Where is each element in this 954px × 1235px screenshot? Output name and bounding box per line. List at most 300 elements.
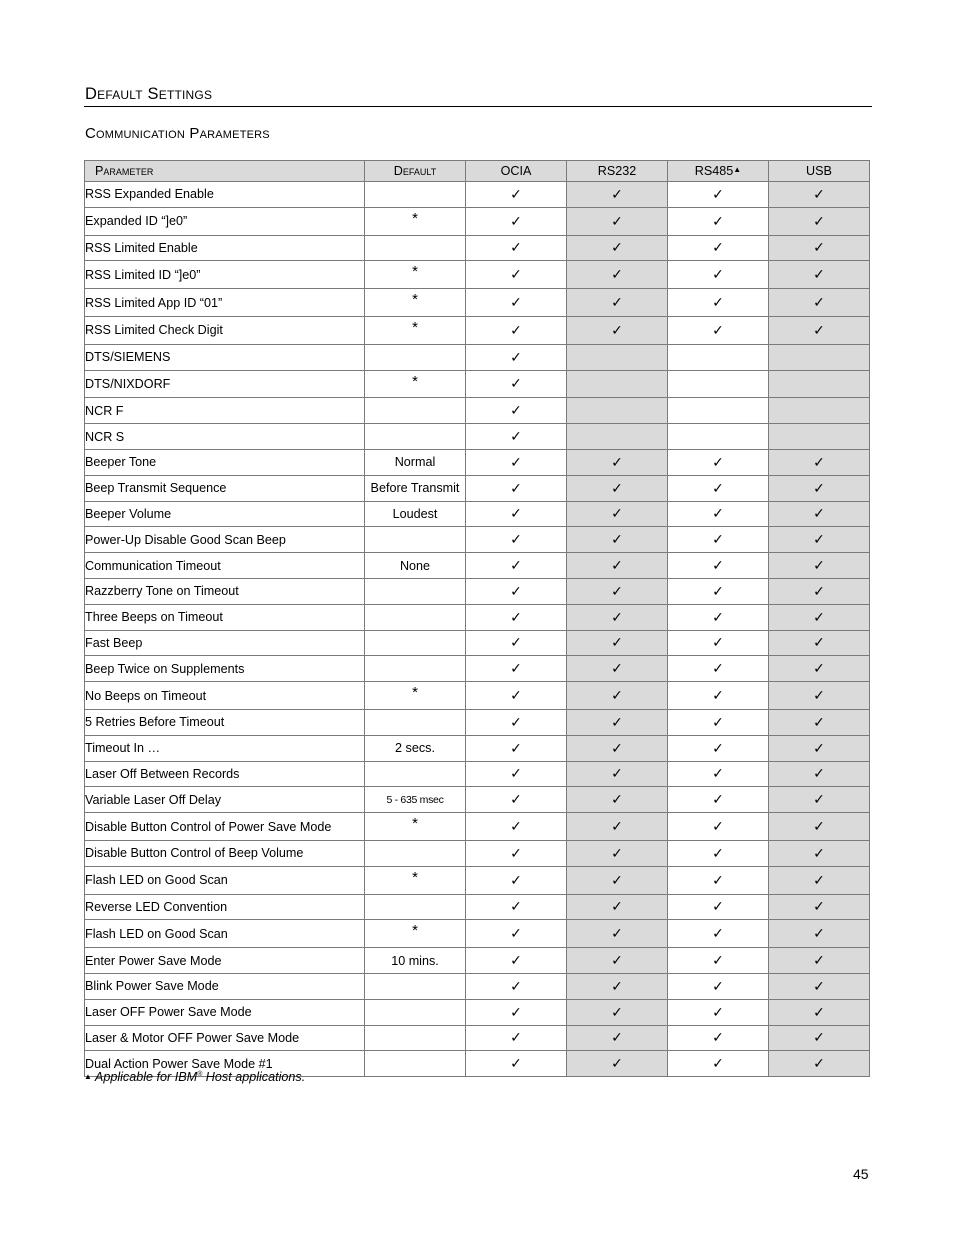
checkmark-icon: ✓ [813,1029,825,1046]
checkmark-icon: ✓ [510,608,522,625]
parameter-cell: Laser Off Between Records [85,761,365,787]
rs485-cell [668,316,769,344]
usb-cell [769,235,870,261]
checkmark-icon: ✓ [510,428,522,445]
checkmark-icon: ✓ [510,871,522,888]
checkmark-icon: ✓ [611,557,623,574]
ocia-cell [466,787,567,813]
table-row [85,235,870,261]
triangle-icon: ▲ [733,165,742,174]
rs232-cell [567,182,668,208]
table-row [85,761,870,787]
rs232-cell [567,370,668,398]
checkmark-icon: ✓ [611,952,623,968]
checkmark-icon: ✓ [611,898,623,915]
rs232-cell [567,398,668,424]
default-cell [365,761,466,787]
table-row [85,553,870,579]
table-row [85,501,870,527]
table-row [85,1025,870,1051]
checkmark-icon: ✓ [611,739,623,756]
checkmark-icon: ✓ [712,1029,724,1046]
ocia-cell [466,735,567,761]
default-cell [365,630,466,656]
checkmark-icon: ✓ [813,634,825,651]
rs485-cell [668,604,769,630]
table-row [85,604,870,630]
rs232-cell [567,894,668,920]
checkmark-icon: ✓ [813,479,825,496]
table-row [85,449,870,475]
checkmark-icon: ✓ [510,531,522,548]
usb-cell [769,182,870,208]
table-row [85,475,870,501]
checkmark-icon: ✓ [712,791,724,808]
rs232-cell [567,578,668,604]
checkmark-icon: ✓ [813,898,825,915]
parameter-cell: Beep Transmit Sequence [85,475,365,501]
usb-cell [769,527,870,553]
checkmark-icon: ✓ [510,1055,522,1072]
default-cell: * [365,682,466,710]
table-row [85,527,870,553]
rs485-cell [668,527,769,553]
rs485-cell [668,289,769,317]
checkmark-icon: ✓ [813,1055,825,1072]
checkmark-icon: ✓ [712,898,724,915]
table-row [85,398,870,424]
checkmark-icon: ✓ [510,687,522,704]
checkmark-icon: ✓ [611,925,623,942]
checkmark-icon: ✓ [712,925,724,942]
checkmark-icon: ✓ [510,844,522,861]
checkmark-icon: ✓ [510,765,522,782]
ocia-cell [466,424,567,450]
table-row [85,207,870,235]
rs485-cell [668,866,769,894]
checkmark-icon: ✓ [813,818,825,835]
parameter-cell: Variable Laser Off Delay [85,787,365,813]
checkmark-icon: ✓ [510,582,522,599]
checkmark-icon: ✓ [611,608,623,625]
table-row [85,813,870,841]
ocia-cell [466,182,567,208]
table-row [85,948,870,974]
default-cell: Before Transmit [365,475,466,501]
rs232-cell [567,656,668,682]
checkmark-icon: ✓ [712,453,724,470]
checkmark-icon: ✓ [813,294,825,311]
ocia-cell [466,682,567,710]
rs232-cell [567,316,668,344]
parameter-cell: Communication Timeout [85,553,365,579]
usb-cell [769,866,870,894]
rs485-cell [668,235,769,261]
checkmark-icon: ✓ [712,765,724,782]
rs485-cell [668,630,769,656]
rs232-cell [567,630,668,656]
checkmark-icon: ✓ [510,321,522,338]
checkmark-icon: ✓ [611,321,623,338]
usb-cell [769,1025,870,1051]
rs485-cell [668,207,769,235]
default-cell: * [365,813,466,841]
rs485-cell [668,948,769,974]
rs485-cell [668,449,769,475]
checkmark-icon: ✓ [712,977,724,994]
default-cell: None [365,553,466,579]
ocia-cell [466,553,567,579]
checkmark-icon: ✓ [510,266,522,283]
ocia-cell [466,999,567,1025]
checkmark-icon: ✓ [510,239,522,256]
usb-cell [769,813,870,841]
rs232-cell [567,1051,668,1077]
table-row [85,656,870,682]
usb-cell [769,501,870,527]
checkmark-icon: ✓ [712,1055,724,1072]
parameter-cell: DTS/NIXDORF [85,370,365,398]
ocia-cell [466,289,567,317]
rs485-cell [668,761,769,787]
checkmark-icon: ✓ [712,557,724,574]
checkmark-icon: ✓ [510,660,522,677]
ocia-cell [466,316,567,344]
default-cell [365,235,466,261]
checkmark-icon: ✓ [712,844,724,861]
checkmark-icon: ✓ [510,375,522,392]
parameter-cell: RSS Limited Enable [85,235,365,261]
checkmark-icon: ✓ [712,505,724,522]
table-row [85,682,870,710]
parameter-cell: Razzberry Tone on Timeout [85,578,365,604]
header-rs485 [668,161,769,182]
checkmark-icon: ✓ [813,1003,825,1020]
usb-cell [769,289,870,317]
rs485-cell [668,398,769,424]
table-row [85,709,870,735]
usb-cell [769,207,870,235]
checkmark-icon: ✓ [813,925,825,942]
parameter-cell: Flash LED on Good Scan [85,866,365,894]
default-cell [365,1025,466,1051]
default-cell: * [365,316,466,344]
parameter-cell: RSS Limited App ID “01” [85,289,365,317]
rs485-cell [668,344,769,370]
default-cell: * [365,261,466,289]
rs232-cell [567,709,668,735]
parameter-cell: Disable Button Control of Beep Volume [85,840,365,866]
ocia-cell [466,866,567,894]
footnote [84,1070,305,1084]
rs232-cell [567,553,668,579]
default-cell [365,1051,466,1077]
parameter-cell: DTS/SIEMENS [85,344,365,370]
checkmark-icon: ✓ [712,687,724,704]
default-cell: * [365,370,466,398]
usb-cell [769,316,870,344]
checkmark-icon: ✓ [813,582,825,599]
ocia-cell [466,449,567,475]
rs232-cell [567,289,668,317]
checkmark-icon: ✓ [510,294,522,311]
checkmark-icon: ✓ [510,952,522,968]
checkmark-icon: ✓ [813,739,825,756]
checkmark-icon: ✓ [813,660,825,677]
default-cell: Normal [365,449,466,475]
checkmark-icon: ✓ [813,321,825,338]
rs232-cell [567,261,668,289]
ocia-cell [466,207,567,235]
rs232-cell [567,527,668,553]
checkmark-icon: ✓ [510,818,522,835]
ocia-cell [466,709,567,735]
default-cell [365,424,466,450]
rs232-cell [567,920,668,948]
usb-cell [769,840,870,866]
header-default: Default [365,161,466,182]
usb-cell [769,894,870,920]
checkmark-icon: ✓ [813,185,825,202]
default-cell [365,604,466,630]
table-row [85,578,870,604]
checkmark-icon: ✓ [611,212,623,229]
checkmark-icon: ✓ [813,557,825,574]
parameter-cell: Beeper Tone [85,449,365,475]
usb-cell [769,999,870,1025]
default-cell: * [365,289,466,317]
default-cell: 2 secs. [365,735,466,761]
rs232-cell [567,449,668,475]
table-row [85,424,870,450]
ocia-cell [466,344,567,370]
checkmark-icon: ✓ [712,818,724,835]
usb-cell [769,682,870,710]
ocia-cell [466,894,567,920]
rs485-cell [668,656,769,682]
checkmark-icon: ✓ [611,687,623,704]
rs485-cell [668,813,769,841]
checkmark-icon: ✓ [712,531,724,548]
rs232-cell [567,424,668,450]
parameter-cell: Reverse LED Convention [85,894,365,920]
checkmark-icon: ✓ [712,871,724,888]
parameter-cell: Beep Twice on Supplements [85,656,365,682]
checkmark-icon: ✓ [712,660,724,677]
checkmark-icon: ✓ [510,634,522,651]
checkmark-icon: ✓ [510,713,522,730]
rs485-cell [668,553,769,579]
checkmark-icon: ✓ [510,898,522,915]
usb-cell [769,553,870,579]
usb-cell [769,449,870,475]
default-cell [365,656,466,682]
rs485-cell [668,787,769,813]
checkmark-icon: ✓ [712,479,724,496]
checkmark-icon: ✓ [813,713,825,730]
checkmark-icon: ✓ [712,239,724,256]
header-parameter: Parameter [85,161,365,182]
parameter-cell: RSS Expanded Enable [85,182,365,208]
checkmark-icon: ✓ [611,185,623,202]
checkmark-icon: ✓ [813,212,825,229]
ocia-cell [466,398,567,424]
table-row [85,973,870,999]
parameter-cell: RSS Limited Check Digit [85,316,365,344]
footnote-text: Applicable for IBM [94,1070,198,1084]
checkmark-icon: ✓ [611,582,623,599]
checkmark-icon: ✓ [611,453,623,470]
checkmark-icon: ✓ [712,212,724,229]
ocia-cell [466,261,567,289]
table-row [85,261,870,289]
rs485-cell [668,894,769,920]
rs232-cell [567,1025,668,1051]
parameter-cell: NCR F [85,398,365,424]
table-header-row [85,161,870,182]
header-usb: USB [769,161,870,182]
rs485-cell [668,261,769,289]
checkmark-icon: ✓ [813,505,825,522]
rs485-cell [668,682,769,710]
rs485-cell [668,973,769,999]
rs232-cell [567,207,668,235]
usb-cell [769,475,870,501]
checkmark-icon: ✓ [712,634,724,651]
usb-cell [769,578,870,604]
checkmark-icon: ✓ [611,1055,623,1072]
rs232-cell [567,948,668,974]
usb-cell [769,398,870,424]
default-cell: 5 - 635 msec [365,787,466,813]
usb-cell [769,261,870,289]
rs485-cell [668,424,769,450]
default-cell: * [365,207,466,235]
rs485-cell [668,370,769,398]
rs485-cell [668,501,769,527]
rs232-cell [567,682,668,710]
parameter-cell: Dual Action Power Save Mode #1 [85,1051,365,1077]
checkmark-icon: ✓ [611,791,623,808]
checkmark-icon: ✓ [712,739,724,756]
checkmark-icon: ✓ [611,818,623,835]
checkmark-icon: ✓ [712,713,724,730]
checkmark-icon: ✓ [813,266,825,283]
usb-cell [769,370,870,398]
default-cell [365,709,466,735]
checkmark-icon: ✓ [510,402,522,419]
ocia-cell [466,761,567,787]
checkmark-icon: ✓ [510,212,522,229]
checkmark-icon: ✓ [813,952,825,968]
table-row [85,840,870,866]
table-row [85,289,870,317]
checkmark-icon: ✓ [510,739,522,756]
rs232-cell [567,604,668,630]
checkmark-icon: ✓ [611,871,623,888]
checkmark-icon: ✓ [611,266,623,283]
ocia-cell [466,1025,567,1051]
default-cell [365,578,466,604]
table-row [85,344,870,370]
usb-cell [769,973,870,999]
usb-cell [769,761,870,787]
checkmark-icon: ✓ [712,1003,724,1020]
triangle-icon: ▲ [84,1072,92,1081]
ocia-cell [466,656,567,682]
default-cell [365,840,466,866]
checkmark-icon: ✓ [813,977,825,994]
checkmark-icon: ✓ [510,1003,522,1020]
table-row [85,370,870,398]
rs485-cell [668,999,769,1025]
rs485-cell [668,1051,769,1077]
default-cell [365,398,466,424]
rs232-cell [567,475,668,501]
checkmark-icon: ✓ [712,321,724,338]
checkmark-icon: ✓ [712,294,724,311]
checkmark-icon: ✓ [813,453,825,470]
checkmark-icon: ✓ [813,791,825,808]
section-title: Default Settings [85,85,213,103]
checkmark-icon: ✓ [611,765,623,782]
parameter-cell: Expanded ID “]e0” [85,207,365,235]
default-cell: * [365,920,466,948]
checkmark-icon: ✓ [510,348,522,365]
table-row [85,630,870,656]
checkmark-icon: ✓ [611,660,623,677]
table-row [85,182,870,208]
ocia-cell [466,948,567,974]
parameter-cell: Laser & Motor OFF Power Save Mode [85,1025,365,1051]
checkmark-icon: ✓ [510,557,522,574]
default-cell: * [365,866,466,894]
ocia-cell [466,840,567,866]
rs232-cell [567,735,668,761]
usb-cell [769,787,870,813]
rs485-cell [668,840,769,866]
checkmark-icon: ✓ [611,294,623,311]
table-row [85,866,870,894]
table-row [85,999,870,1025]
ocia-cell [466,604,567,630]
rs232-cell [567,866,668,894]
default-cell [365,894,466,920]
rs232-cell [567,787,668,813]
checkmark-icon: ✓ [510,791,522,808]
parameter-cell: RSS Limited ID “]e0” [85,261,365,289]
usb-cell [769,630,870,656]
default-cell [365,344,466,370]
registered-mark: ® [197,1070,203,1078]
parameter-cell: Power-Up Disable Good Scan Beep [85,527,365,553]
checkmark-icon: ✓ [813,531,825,548]
checkmark-icon: ✓ [611,634,623,651]
checkmark-icon: ✓ [813,608,825,625]
table-row [85,920,870,948]
checkmark-icon: ✓ [510,185,522,202]
header-rs232: RS232 [567,161,668,182]
checkmark-icon: ✓ [712,582,724,599]
page-number: 45 [853,1166,869,1182]
usb-cell [769,709,870,735]
parameter-cell: Blink Power Save Mode [85,973,365,999]
checkmark-icon: ✓ [813,239,825,256]
checkmark-icon: ✓ [611,977,623,994]
ocia-cell [466,630,567,656]
usb-cell [769,656,870,682]
checkmark-icon: ✓ [611,505,623,522]
